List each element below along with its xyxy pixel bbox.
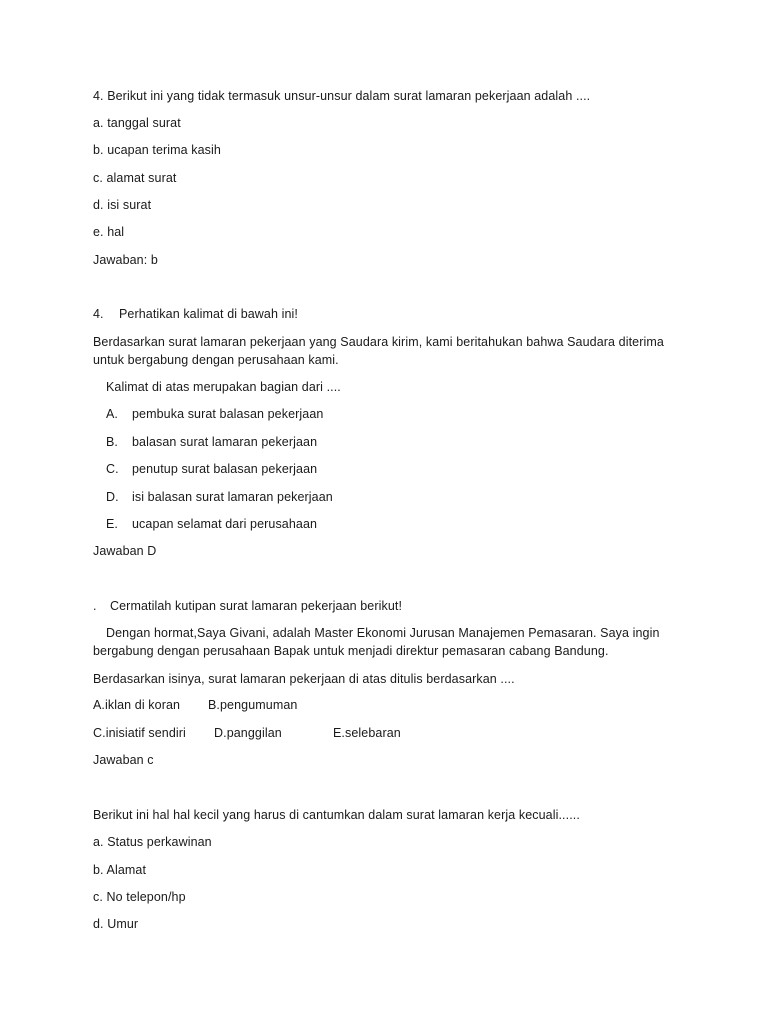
q1-option-e: e. hal [93,225,125,239]
q3-option-d: D.panggilan [214,726,282,740]
q2-option-e-letter: E. [106,517,119,531]
q2-passage-line-2: untuk bergabung dengan perusahaan kami. [93,353,339,367]
q1-answer: Jawaban: b [93,253,158,267]
q2-prompt: Kalimat di atas merupakan bagian dari .... [106,380,341,394]
q2-passage-line-1: Berdasarkan surat lamaran pekerjaan yang Saudara kirim, kami beritahukan bahwa Saudara diterima [93,335,664,349]
q2-option-b [106,434,317,450]
q3-option-b: B.pengumuman [208,698,298,712]
q3-answer: Jawaban c [93,753,154,767]
q4-option-d: d. Umur [93,917,139,931]
q2-heading [93,306,298,322]
q4-option-a: a. Status perkawinan [93,835,212,849]
q1-option-a: a. tanggal surat [93,116,181,130]
q3-option-e: E.selebaran [333,726,401,740]
q1-option-b: b. ucapan terima kasih [93,143,221,157]
q1-option-d: d. isi surat [93,198,152,212]
q3-number: . [93,599,97,613]
q3-option-a: A.iklan di koran [93,698,181,712]
q1-option-c: c. alamat surat [93,171,177,185]
q2-number: 4. [93,307,104,321]
q2-option-a-text: pembuka surat balasan pekerjaan [132,407,324,421]
q3-heading [93,598,402,614]
q3-title: Cermatilah kutipan surat lamaran pekerjaan berikut! [110,599,403,613]
q2-option-a-letter: A. [106,407,119,421]
q2-option-b-letter: B. [106,435,119,449]
q2-option-e-text: ucapan selamat dari perusahaan [132,517,318,531]
q2-option-c-letter: C. [106,462,119,476]
q2-answer: Jawaban D [93,544,157,558]
q1-question: 4. Berikut ini yang tidak termasuk unsur-unsur dalam surat lamaran pekerjaan adalah .... [93,89,591,103]
q2-option-b-text: balasan surat lamaran pekerjaan [132,435,318,449]
q3-option-c: C.inisiatif sendiri [93,726,186,740]
q2-option-d-text: isi balasan surat lamaran pekerjaan [132,490,333,504]
q4-option-b: b. Alamat [93,863,147,877]
q2-option-d-letter: D. [106,490,119,504]
q2-option-d [106,489,333,505]
q3-passage-line-1: Dengan hormat,Saya Givani, adalah Master Ekonomi Jurusan Manajemen Pemasaran. Saya ingin [106,626,660,640]
q2-option-a [106,406,323,422]
q4-question: Berikut ini hal hal kecil yang harus di cantumkan dalam surat lamaran kerja kecuali...... [93,808,580,822]
q2-title: Perhatikan kalimat di bawah ini! [119,307,298,321]
q3-passage-line-2: bergabung dengan perusahaan Bapak untuk menjadi direktur pemasaran cabang Bandung. [93,644,609,658]
q2-option-c [106,461,317,477]
q4-option-c: c. No telepon/hp [93,890,186,904]
q2-option-e [106,516,317,532]
q3-prompt: Berdasarkan isinya, surat lamaran pekerjaan di atas ditulis berdasarkan .... [93,672,515,686]
q2-option-c-text: penutup surat balasan pekerjaan [132,462,318,476]
